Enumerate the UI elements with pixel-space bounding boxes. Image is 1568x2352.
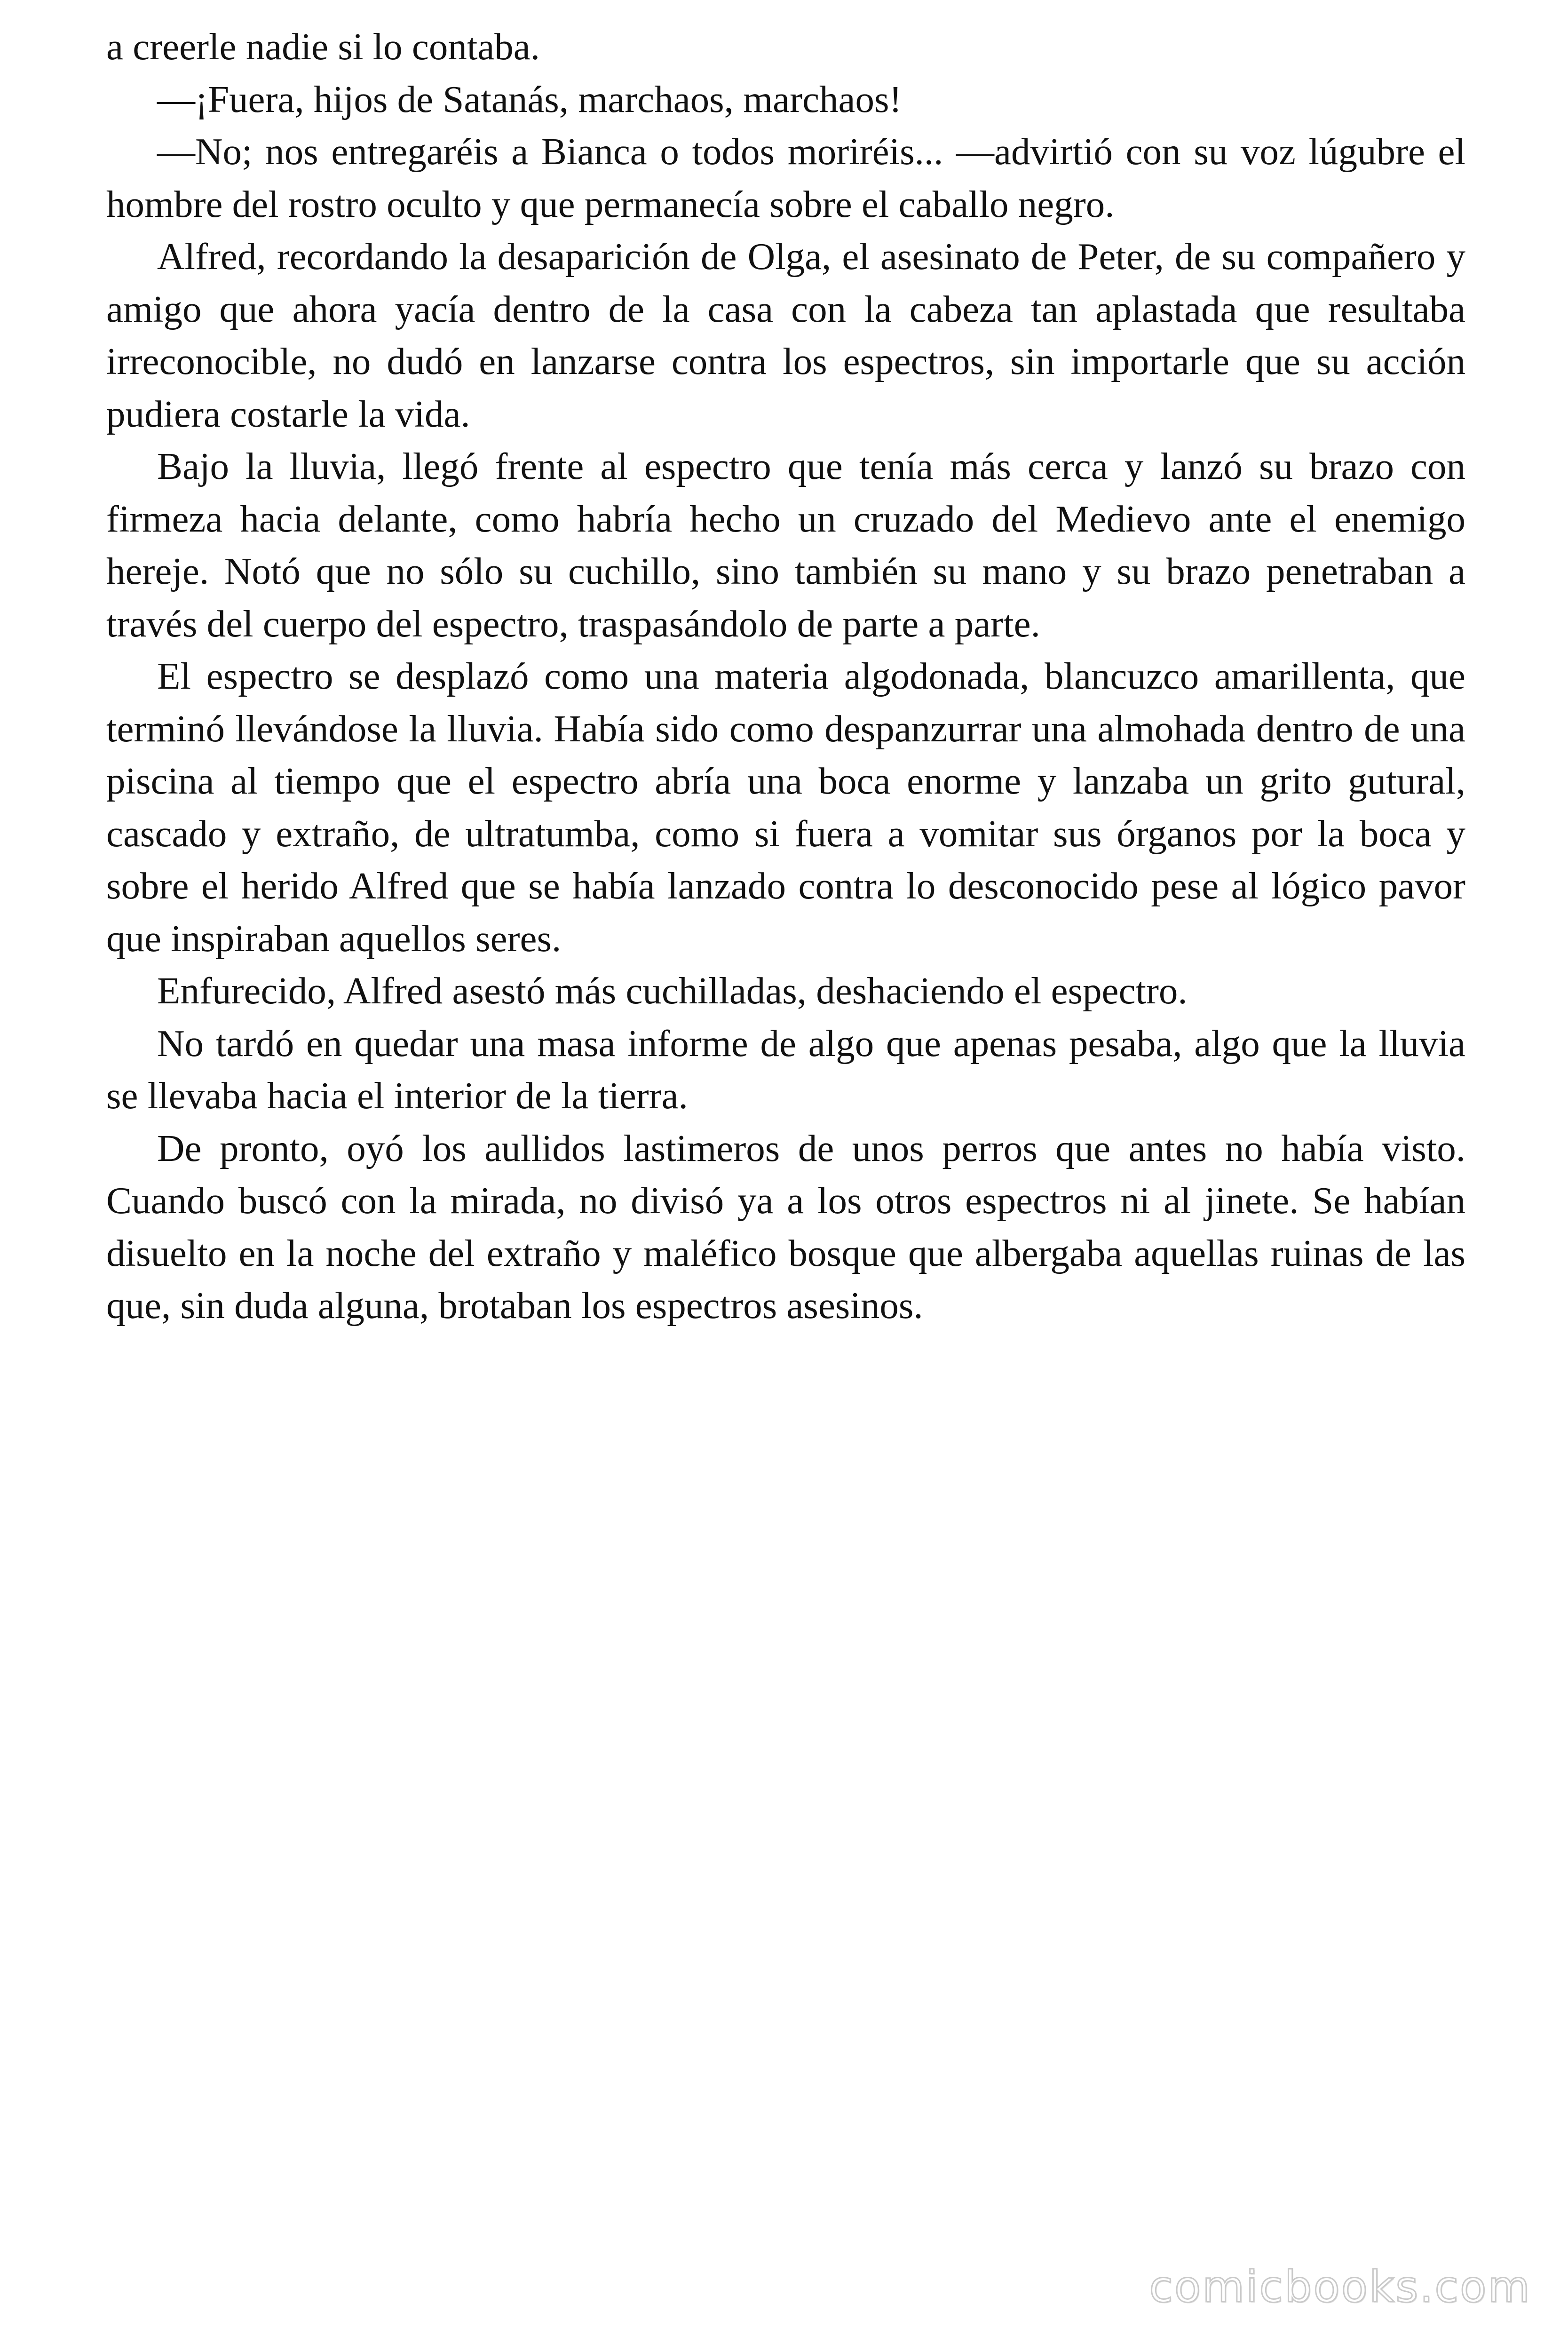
- paragraph: Bajo la lluvia, llegó frente al espectro que tenía más cerca y lanzó su brazo con firmeza hacia delante, como habría hecho un cruzado del Medievo ante el enemigo hereje. Notó que no sólo su cuchillo, sino también su mano y su brazo penetraban a través del cuerpo del espectro, traspasándolo de parte a parte.: [106, 445, 1465, 645]
- paragraph: —No; nos entregaréis a Bianca o todos moriréis... —advirtió con su voz lúgubre el hombre del rostro oculto y que permanecía sobre el caballo negro.: [106, 130, 1465, 225]
- paragraph: Alfred, recordando la desaparición de Olga, el asesinato de Peter, de su compañero y amigo que ahora yacía dentro de la casa con la cabeza tan aplastada que resultaba irreconocible, no dudó en lanzarse contra los espectros, sin importarle que su acción pudiera costarle la vida.: [106, 235, 1465, 435]
- paragraph: a creerle nadie si lo contaba.: [106, 25, 540, 68]
- watermark: comicbooks.com: [1149, 2262, 1531, 2312]
- paragraph: No tardó en quedar una masa informe de algo que apenas pesaba, algo que la lluvia se llevaba hacia el interior de la tierra.: [106, 1022, 1465, 1117]
- paragraph: —¡Fuera, hijos de Satanás, marchaos, marchaos!: [157, 78, 902, 120]
- page-body: [106, 21, 1465, 1332]
- paragraph: El espectro se desplazó como una materia algodonada, blancuzco amarillenta, que terminó llevándose la lluvia. Había sido como despanzurrar una almohada dentro de una piscina al tiempo que el espectro abría una boca enorme y lanzaba un grito gutural, cascado y extraño, de ultratumba, como si fuera a vomitar sus órganos por la boca y sobre el herido Alfred que se había lanzado contra lo desconocido pese al lógico pavor que inspiraban aquellos seres.: [106, 655, 1465, 960]
- paragraph: Enfurecido, Alfred asestó más cuchilladas, deshaciendo el espectro.: [157, 969, 1188, 1012]
- paragraph: De pronto, oyó los aullidos lastimeros de unos perros que antes no había visto. Cuando buscó con la mirada, no divisó ya a los otros espectros ni al jinete. Se habían disuelto en la noche del extraño y maléfico bosque que albergaba aquellas ruinas de las que, sin duda alguna, brotaban los espectros asesinos.: [106, 1127, 1465, 1327]
